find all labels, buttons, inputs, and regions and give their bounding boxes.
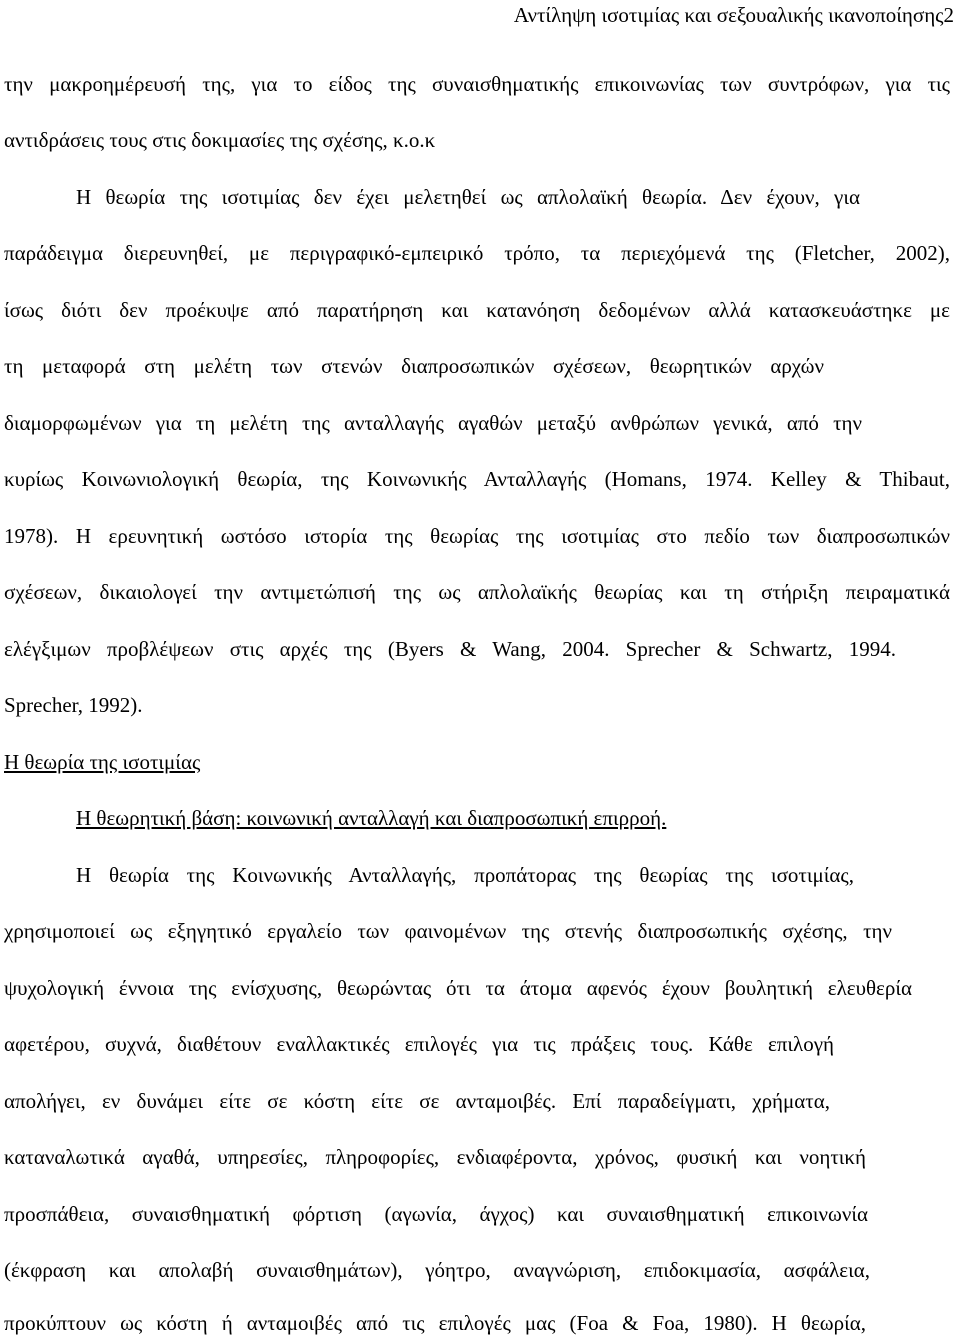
text-line: αφετέρου, συχνά, διαθέτουν εναλλακτικές επιλογές για τις πράξεις τους. Κάθε επιλογή: [4, 1032, 834, 1056]
text-line: Η θεωρία της Κοινωνικής Ανταλλαγής, προπάτορας της θεωρίας της ισοτιμίας,: [76, 863, 854, 887]
text-line: διαμορφωμένων για τη μελέτη της ανταλλαγής αγαθών μεταξύ ανθρώπων γενικά, από την: [4, 411, 862, 435]
subsection-heading: Η θεωρητική βάση: κοινωνική ανταλλαγή και διαπροσωπική επιρροή.: [76, 806, 667, 830]
text-line: την μακροημέρευσή της, για το είδος της συναισθηματικής επικοινωνίας των συντρόφων, για τις: [4, 72, 950, 96]
text-line: ελέγξιμων προβλέψεων στις αρχές της (Byers & Wang, 2004. Sprecher & Schwartz, 1994.: [4, 637, 896, 661]
text-line: 1978). Η ερευνητική ωστόσο ιστορία της θεωρίας της ισοτιμίας στο πεδίο των διαπροσωπικών: [4, 524, 950, 548]
text-line: ψυχολογική έννοια της ενίσχυσης, θεωρώντας ότι τα άτομα αφενός έχουν βουλητική ελευθερία: [4, 976, 912, 1000]
running-header: Αντίληψη ισοτιμίας και σεξουαλικής ικανοποίησης2: [513, 3, 954, 27]
text-line: προκύπτουν ως κόστη ή ανταμοιβές από τις επιλογές μας (Foa & Foa, 1980). Η θεωρία,: [4, 1311, 866, 1335]
text-line: χρησιμοποιεί ως εξηγητικό εργαλείο των φαινομένων της στενής διαπροσωπικής σχέσης, την: [4, 919, 892, 943]
text-line: τη μεταφορά στη μελέτη των στενών διαπροσωπικών σχέσεων, θεωρητικών αρχών: [4, 354, 824, 378]
text-line: καταναλωτικά αγαθά, υπηρεσίες, πληροφορίες, ενδιαφέροντα, χρόνος, φυσική και νοητική: [4, 1145, 866, 1169]
text-line: ίσως διότι δεν προέκυψε από παρατήρηση και κατανόηση δεδομένων αλλά κατασκευάστηκε με: [4, 298, 950, 322]
text-line: (έκφραση και απολαβή συναισθημάτων), γόητρο, αναγνώριση, επιδοκιμασία, ασφάλεια,: [4, 1258, 870, 1282]
text-line: Η θεωρία της ισοτιμίας δεν έχει μελετηθεί ως απλολαϊκή θεωρία. Δεν έχουν, για: [76, 185, 860, 209]
text-line: αντιδράσεις τους στις δοκιμασίες της σχέσης, κ.ο.κ: [4, 128, 436, 152]
text-line: σχέσεων, δικαιολογεί την αντιμετώπισή της ως απλολαϊκής θεωρίας και τη στήριξη πειραματικά: [4, 580, 950, 604]
text-line: απολήγει, εν δυνάμει είτε σε κόστη είτε σε ανταμοιβές. Επί παραδείγματι, χρήματα,: [4, 1089, 830, 1113]
text-line: κυρίως Κοινωνιολογική θεωρία, της Κοινωνικής Ανταλλαγής (Homans, 1974. Kelley & Thibaut,: [4, 467, 950, 491]
text-line: Sprecher, 1992).: [4, 693, 143, 717]
text-line: παράδειγμα διερευνηθεί, με περιγραφικό-εμπειρικό τρόπο, τα περιεχόμενά της (Fletcher, 2002),: [4, 241, 950, 265]
section-heading: Η θεωρία της ισοτιμίας: [4, 750, 201, 774]
text-line: προσπάθεια, συναισθηματική φόρτιση (αγωνία, άγχος) και συναισθηματική επικοινωνία: [4, 1202, 868, 1226]
